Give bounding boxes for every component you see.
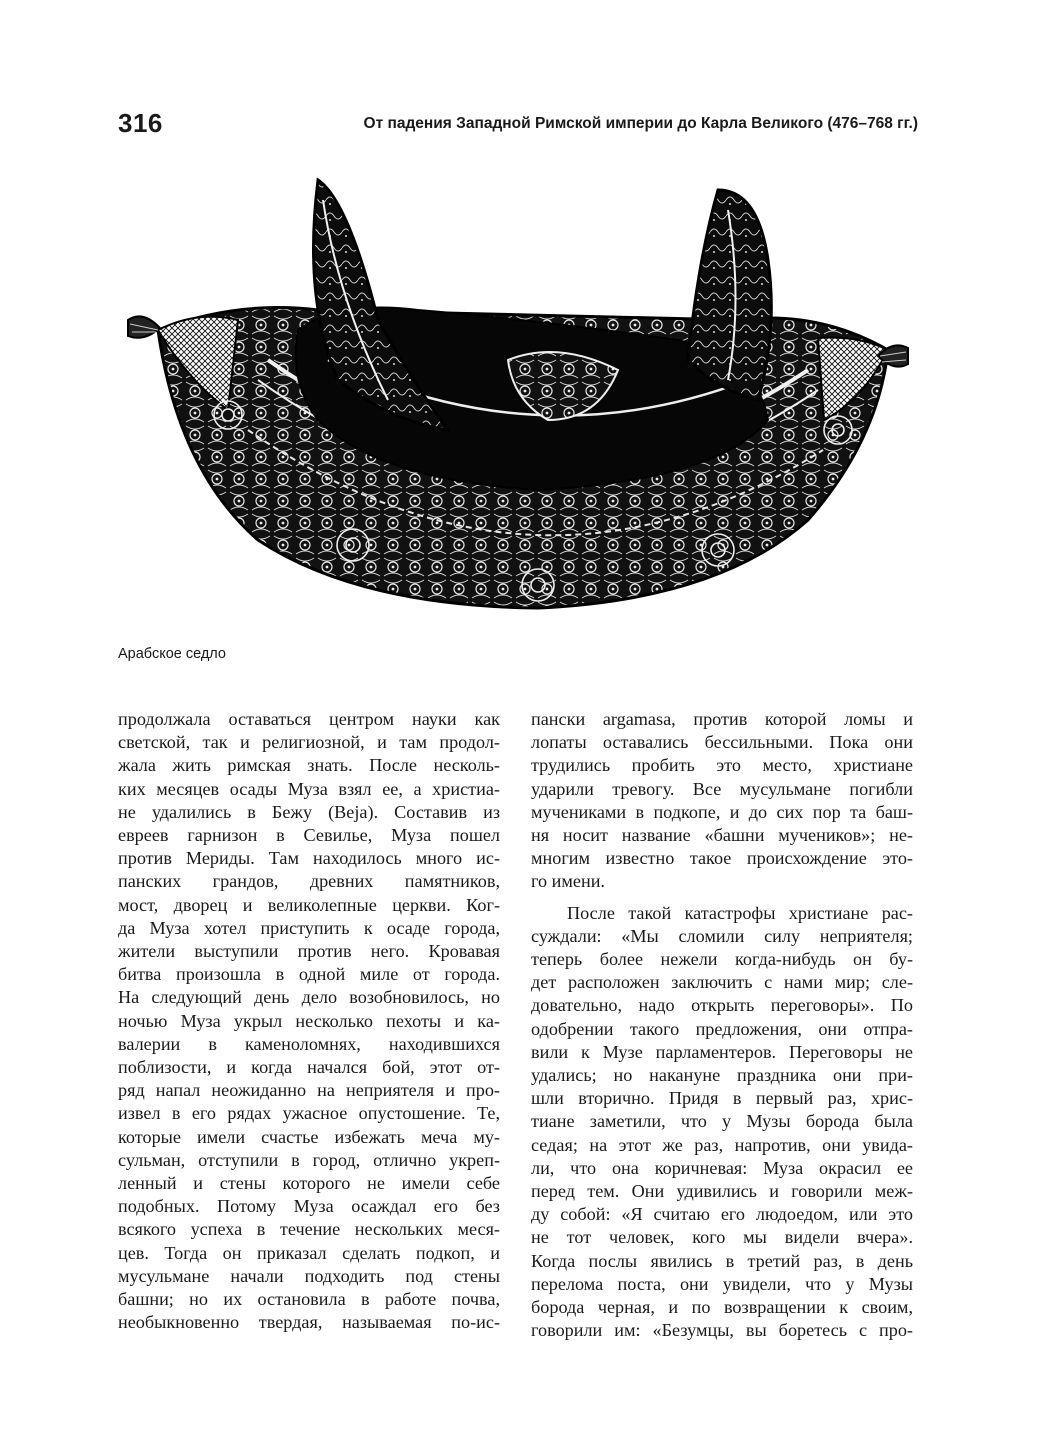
- text-line: ударили тревогу. Все мусульмане погибли: [531, 778, 913, 799]
- text-column-right: [531, 708, 913, 1342]
- text-line: панских грандов, древних памятников,: [118, 871, 500, 892]
- text-line: башни; но их остановила в работе почва,: [118, 1289, 500, 1310]
- text-line: шли вторично. Придя в первый раз, хрис-: [531, 1088, 913, 1109]
- text-line: жители выступили против него. Кровавая: [118, 941, 500, 962]
- text-line: перелома поста, они увидели, что у Музы: [531, 1273, 913, 1294]
- text-line: лопаты оставались бессильными. Пока они: [531, 732, 913, 753]
- text-column-left: [118, 708, 500, 1334]
- text-line: пански argamasa, против которой ломы и: [531, 709, 913, 729]
- text-line: вили к Музе парламентеров. Переговоры не: [531, 1041, 913, 1062]
- text-line: которые имели счастье избежать меча му-: [118, 1126, 500, 1147]
- text-line: поблизости, и когда начался бой, этот от-: [118, 1057, 500, 1078]
- tassel-left: [128, 316, 160, 337]
- text-line: не удалились в Бежу (Beja). Составив из: [118, 801, 500, 822]
- text-line: необыкновенно твердая, называемая по-ис-: [118, 1312, 500, 1333]
- text-line: ночью Муза укрыл несколько пехоты и ка-: [118, 1010, 500, 1031]
- text-line: ких месяцев осады Муза взял ее, а христиа-: [118, 778, 500, 799]
- text-line: извел в его рядах ужасное опустошение. Те,: [118, 1103, 500, 1124]
- saddle-illustration: [118, 160, 918, 630]
- running-head: От падения Западной Римской империи до Карла Великого (476–768 гг.): [363, 115, 918, 132]
- text-line: ня носит название «башни мучеников»; не-: [531, 825, 913, 846]
- text-line: удались; но накануне праздника они при-: [531, 1065, 913, 1086]
- text-line: продолжала оставаться центром науки как: [118, 709, 500, 729]
- text-line: жала жить римская знать. После несколь-: [118, 755, 500, 776]
- text-line: одобрении такого предложения, они отпра-: [531, 1018, 913, 1039]
- text-line: говорили им: «Безумцы, вы боретесь с про-: [531, 1320, 913, 1341]
- text-line: теперь более нежели когда-нибудь он бу-: [531, 949, 913, 970]
- text-line: битва произошла в одной миле от города.: [118, 964, 500, 985]
- text-line: После такой катастрофы христиане рас-: [567, 902, 913, 923]
- text-line: евреев гарнизон в Севилье, Муза пошел: [118, 825, 500, 846]
- text-line: валерии в каменоломнях, находившихся: [118, 1033, 500, 1054]
- text-line: перед тем. Они удивились и говорили меж-: [531, 1181, 913, 1202]
- text-line: мусульмане начали подходить под стены: [118, 1265, 500, 1286]
- text-line: На следующий день дело возобновилось, но: [118, 987, 500, 1008]
- text-line: ли, что она коричневая: Муза окрасил ее: [531, 1157, 913, 1178]
- text-line: подобных. Потому Муза осаждал его без: [118, 1196, 500, 1217]
- text-line: тиане заметили, что у Музы борода была: [531, 1111, 913, 1132]
- text-line: суждали: «Мы сломили силу неприятеля;: [531, 925, 913, 946]
- text-line: довательно, надо открыть переговоры». По: [531, 995, 913, 1016]
- text-line: борода черная, и по возвращении к своим,: [531, 1297, 913, 1318]
- text-line: трудились пробить это место, христиане: [531, 755, 913, 776]
- text-line: цев. Тогда он приказал сделать подкоп, и: [118, 1242, 500, 1263]
- text-line: Когда послы явились в третий раз, в день: [531, 1250, 913, 1271]
- text-line: седая; на этот же раз, напротив, они увида-: [531, 1134, 913, 1155]
- text-line: сульман, отступили в город, отлично укреп-: [118, 1149, 500, 1170]
- text-line: ду собой: «Я считаю его людоедом, или это: [531, 1204, 913, 1225]
- text-line: ряд напал неожиданно на неприятеля и про-: [118, 1080, 500, 1101]
- text-line: всякого успеха в течение нескольких меся-: [118, 1219, 500, 1240]
- text-line: не тот человек, кого мы видели вчера».: [531, 1227, 913, 1248]
- text-line: го имени.: [531, 871, 605, 892]
- text-line: ленный и стены которого не имели себе: [118, 1173, 500, 1194]
- text-line: дет расположен заключить с нами мир; сле-: [531, 972, 913, 993]
- text-line: против Мериды. Там находилось много ис-: [118, 848, 500, 869]
- text-line: да Муза хотел приступить к осаде города,: [118, 917, 500, 938]
- figure-caption: Арабское седло: [118, 646, 226, 662]
- page-number: 316: [118, 108, 163, 138]
- text-line: светской, так и религиозной, и там продол-: [118, 732, 500, 753]
- text-line: многим известно такое происхождение это-: [531, 848, 913, 869]
- text-line: мост, дворец и великолепные церкви. Ког-: [118, 894, 500, 915]
- text-line: мучениками в подкопе, и до сих пор та баш-: [531, 801, 913, 822]
